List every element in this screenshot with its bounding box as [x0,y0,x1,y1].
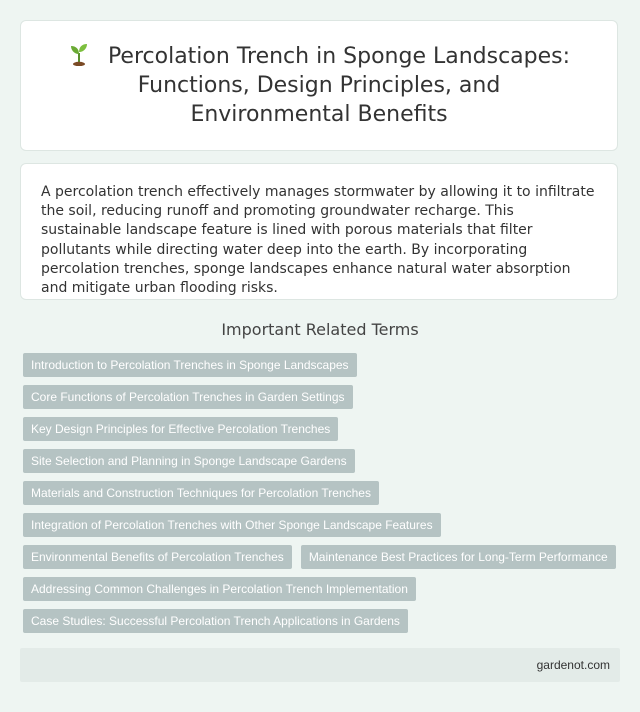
term-tag[interactable]: Key Design Principles for Effective Percolation Trenches [23,417,338,441]
description-card [20,163,618,300]
term-tag[interactable]: Addressing Common Challenges in Percolation Trench Implementation [23,577,416,601]
term-tag[interactable]: Integration of Percolation Trenches with Other Sponge Landscape Features [23,513,441,537]
description-text: A percolation trench effectively manages stormwater by allowing it to infiltrate the soil, reducing runoff and promoting groundwater recharge. This sustainable landscape feature is lined with porous materials that filter pollutants while directing water deep into the earth. By incorporating percolation trenches, sponge landscapes enhance natural water absorption and mitigate urban flooding risks. [41,184,595,297]
term-tag[interactable]: Site Selection and Planning in Sponge Landscape Gardens [23,449,355,473]
term-tag[interactable]: Environmental Benefits of Percolation Trenches [23,545,292,569]
title-card [20,20,618,151]
sprout-icon [68,42,90,66]
related-terms-heading: Important Related Terms [221,320,419,339]
title-text: Percolation Trench in Sponge Landscapes: Functions, Design Principles, and Environmental Benefits [107,44,571,127]
term-tag[interactable]: Introduction to Percolation Trenches in Sponge Landscapes [23,353,357,377]
term-tag[interactable]: Core Functions of Percolation Trenches in Garden Settings [23,385,353,409]
term-tag[interactable]: Materials and Construction Techniques for Percolation Trenches [23,481,379,505]
site-name[interactable]: gardenot.com [536,658,610,672]
related-terms-list [23,353,623,641]
term-tag[interactable]: Case Studies: Successful Percolation Trench Applications in Gardens [23,609,408,633]
footer [20,648,620,682]
page-title [57,42,581,129]
term-tag[interactable]: Maintenance Best Practices for Long-Term Performance [301,545,616,569]
